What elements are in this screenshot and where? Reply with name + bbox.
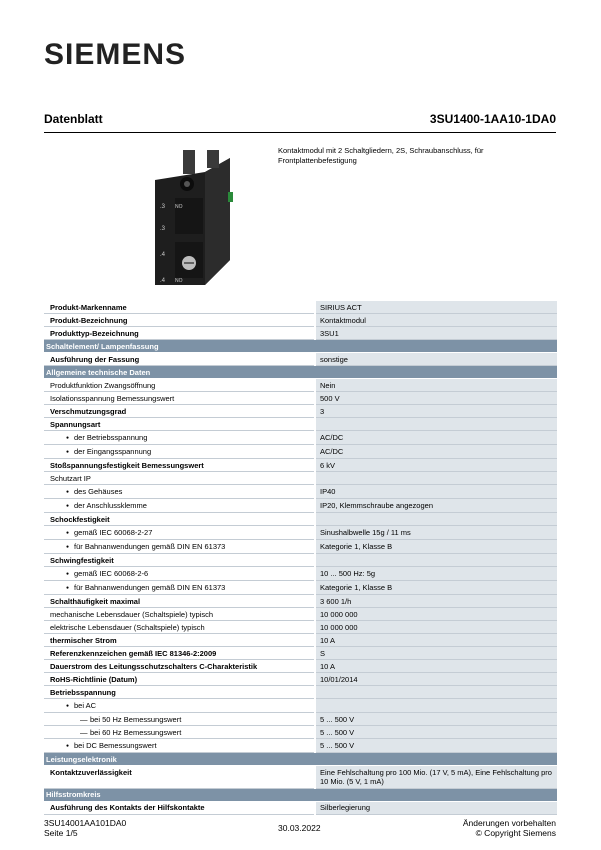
spec-label-text: der Eingangsspannung [74, 446, 152, 456]
spec-label [44, 554, 315, 567]
spec-row [44, 327, 557, 340]
spec-value: 10 A [315, 660, 557, 673]
section-header [44, 788, 557, 801]
spec-row [44, 405, 557, 418]
product-number: 3SU1400-1AA10-1DA0 [429, 112, 556, 126]
spec-label-text: bei 60 Hz Bemessungswert [90, 727, 182, 737]
spec-value [315, 513, 557, 526]
spec-label [44, 459, 315, 472]
terminal-label: .4 [160, 252, 166, 258]
spec-label-text: Isolationsspannung Bemessungswert [50, 393, 175, 403]
spec-value [315, 554, 557, 567]
spec-label-text: Verschmutzungsgrad [50, 406, 127, 416]
spec-label-text: thermischer Strom [50, 635, 117, 645]
spec-row [44, 608, 557, 621]
spec-row [44, 314, 557, 327]
section-header [44, 340, 557, 353]
spec-value: Sinushalbwelle 15g / 11 ms [315, 526, 557, 540]
spec-value: Silberlegierung [315, 801, 557, 814]
spec-value [315, 472, 557, 485]
spec-label-text: gemäß IEC 60068-2-27 [74, 527, 153, 537]
spec-value: Eine Fehlschaltung pro 100 Mio. (17 V, 5 mA), Eine Fehlschaltung pro 10 Mio. (5 V, 1 mA) [315, 766, 557, 789]
spec-label [44, 405, 315, 418]
terminal-label: NO [175, 204, 183, 210]
spec-row [44, 445, 557, 459]
footer-date: 30.03.2022 [278, 823, 321, 833]
spec-value: 10 000 000 [315, 621, 557, 634]
spec-row [44, 673, 557, 686]
document-type: Datenblatt [44, 112, 103, 126]
spec-label-text: elektrische Lebensdauer (Schaltspiele) typisch [50, 622, 205, 632]
bullet-icon: ● [66, 742, 70, 749]
spec-label [44, 445, 315, 459]
spec-row [44, 660, 557, 673]
section-title: Allgemeine technische Daten [44, 366, 557, 379]
spec-value: 10 A [315, 634, 557, 647]
spec-label [44, 314, 315, 327]
spec-row [44, 379, 557, 392]
spec-value [315, 699, 557, 713]
spec-label-text: bei DC Bemessungswert [74, 740, 157, 750]
spec-label-text: Produkttyp-Bezeichnung [50, 328, 139, 338]
bullet-icon: ● [66, 584, 70, 591]
bullet-icon: ● [66, 502, 70, 509]
spec-label-text: Spannungsart [50, 419, 101, 429]
spec-row [44, 554, 557, 567]
spec-value: Nein [315, 379, 557, 392]
spec-row [44, 699, 557, 713]
spec-row [44, 726, 557, 739]
spec-label-text: Kontaktzuverlässigkeit [50, 767, 132, 777]
spec-row [44, 526, 557, 540]
spec-value: IP20, Klemmschraube angezogen [315, 499, 557, 513]
spec-row [44, 513, 557, 526]
spec-value: 5 ... 500 V [315, 726, 557, 739]
spec-label [44, 301, 315, 314]
spec-label [44, 526, 315, 540]
spec-value: 5 ... 500 V [315, 713, 557, 726]
spec-label [44, 485, 315, 499]
footer-copyright: © Copyright Siemens [475, 828, 556, 838]
spec-label-text: gemäß IEC 60068-2-6 [74, 568, 149, 578]
terminal-label: .3 [160, 226, 166, 232]
spec-label-text: der Betriebsspannung [74, 432, 148, 442]
spec-label [44, 766, 315, 789]
bullet-icon: ● [66, 543, 70, 550]
terminal-label: .4 [160, 278, 166, 284]
dash-icon: — [80, 714, 88, 724]
spec-label [44, 392, 315, 405]
spec-row [44, 353, 557, 366]
spec-label [44, 634, 315, 647]
spec-label [44, 673, 315, 686]
spec-label [44, 353, 315, 366]
spec-value: 10/01/2014 [315, 673, 557, 686]
section-header [44, 753, 557, 766]
spec-label [44, 699, 315, 713]
spec-label-text: Produkt-Markenname [50, 302, 127, 312]
footer-doc-id: 3SU14001AA101DA0 [44, 818, 127, 828]
spec-row [44, 540, 557, 554]
spec-value: 3SU1 [315, 327, 557, 340]
spec-label-text: bei 50 Hz Bemessungswert [90, 714, 182, 724]
spec-row [44, 581, 557, 595]
spec-value: Kategorie 1, Klasse B [315, 581, 557, 595]
terminal-label: .3 [160, 204, 166, 210]
spec-value: IP40 [315, 485, 557, 499]
spec-label [44, 379, 315, 392]
section-title: Hilfsstromkreis [44, 788, 557, 801]
spec-value: 3 600 1/h [315, 595, 557, 608]
spec-label-text: mechanische Lebensdauer (Schaltspiele) typisch [50, 609, 214, 619]
footer-note: Änderungen vorbehalten [462, 818, 556, 828]
spec-row [44, 431, 557, 445]
spec-label [44, 621, 315, 634]
spec-label [44, 472, 315, 485]
spec-row [44, 595, 557, 608]
spec-label [44, 540, 315, 554]
spec-row [44, 713, 557, 726]
bullet-icon: ● [66, 570, 70, 577]
spec-value: Kategorie 1, Klasse B [315, 540, 557, 554]
spec-label [44, 739, 315, 753]
spec-row [44, 686, 557, 699]
footer-page: Seite 1/5 [44, 828, 78, 838]
siemens-logo: SIEMENS [44, 38, 187, 71]
spec-label-text: Schockfestigkeit [50, 514, 110, 524]
product-image [135, 150, 245, 290]
spec-value: 3 [315, 405, 557, 418]
section-title: Leistungselektronik [44, 753, 557, 766]
bullet-icon: ● [66, 448, 70, 455]
spec-label [44, 431, 315, 445]
spec-value: 500 V [315, 392, 557, 405]
section-title: Schaltelement/ Lampenfassung [44, 340, 557, 353]
bullet-icon: ● [66, 434, 70, 441]
spec-label-text: Stoßspannungsfestigkeit Bemessungswert [50, 460, 204, 470]
spec-label-text: bei AC [74, 700, 97, 710]
spec-table [44, 301, 557, 815]
spec-value: sonstige [315, 353, 557, 366]
spec-label-text: RoHS-Richtlinie (Datum) [50, 674, 138, 684]
section-header [44, 366, 557, 379]
spec-value: S [315, 647, 557, 660]
spec-value: 10 000 000 [315, 608, 557, 621]
bullet-icon: ● [66, 529, 70, 536]
footer-left [44, 818, 126, 838]
footer-right [463, 818, 556, 838]
spec-label [44, 713, 315, 726]
spec-row [44, 485, 557, 499]
spec-row [44, 499, 557, 513]
spec-value [315, 418, 557, 431]
spec-label-text: für Bahnanwendungen gemäß DIN EN 61373 [74, 582, 226, 592]
spec-row [44, 472, 557, 485]
spec-label-text: Referenzkennzeichen gemäß IEC 81346-2:2009 [50, 648, 217, 658]
spec-label [44, 595, 315, 608]
spec-value: AC/DC [315, 431, 557, 445]
product-description: Kontaktmodul mit 2 Schaltgliedern, 2S, Schraubanschluss, für Frontplattenbefestigung [278, 146, 484, 165]
spec-label [44, 660, 315, 673]
spec-label [44, 327, 315, 340]
spec-row [44, 621, 557, 634]
spec-value: Kontaktmodul [315, 314, 557, 327]
spec-label-text: der Anschlussklemme [74, 500, 147, 510]
spec-label-text: Betriebsspannung [50, 687, 116, 697]
spec-row [44, 647, 557, 660]
spec-label-text: Ausführung des Kontakts der Hilfskontakte [50, 803, 205, 812]
spec-row [44, 766, 557, 789]
spec-label [44, 418, 315, 431]
spec-label-text: des Gehäuses [74, 486, 123, 496]
spec-label-text: Schutzart IP [50, 473, 91, 483]
spec-label [44, 686, 315, 699]
spec-label [44, 513, 315, 526]
spec-value: 5 ... 500 V [315, 739, 557, 753]
spec-row [44, 567, 557, 581]
spec-value: SIRIUS ACT [315, 301, 557, 314]
spec-label [44, 726, 315, 739]
spec-label-text: Produktfunktion Zwangsöffnung [50, 380, 156, 390]
spec-label [44, 581, 315, 595]
spec-label [44, 567, 315, 581]
terminal-label: NO [175, 278, 183, 284]
spec-label [44, 499, 315, 513]
spec-label-text: Schalthäufigkeit maximal [50, 596, 141, 606]
spec-label [44, 801, 315, 814]
spec-row [44, 801, 557, 814]
spec-row [44, 392, 557, 405]
spec-value: 6 kV [315, 459, 557, 472]
spec-label [44, 647, 315, 660]
spec-label-text: Schwingfestigkeit [50, 555, 114, 565]
bullet-icon: ● [66, 702, 70, 709]
dash-icon: — [80, 727, 88, 737]
spec-label-text: für Bahnanwendungen gemäß DIN EN 61373 [74, 541, 226, 551]
spec-row [44, 418, 557, 431]
spec-label-text: Dauerstrom des Leitungsschutzschalters C-Charakteristik [50, 661, 258, 671]
spec-row [44, 301, 557, 314]
spec-row [44, 634, 557, 647]
spec-value: 10 ... 500 Hz: 5g [315, 567, 557, 581]
header-divider [44, 132, 556, 133]
spec-row [44, 739, 557, 753]
spec-value: AC/DC [315, 445, 557, 459]
spec-row [44, 459, 557, 472]
spec-label-text: Produkt-Bezeichnung [50, 315, 128, 325]
bullet-icon: ● [66, 488, 70, 495]
spec-label [44, 608, 315, 621]
spec-value [315, 686, 557, 699]
spec-label-text: Ausführung der Fassung [50, 354, 140, 364]
